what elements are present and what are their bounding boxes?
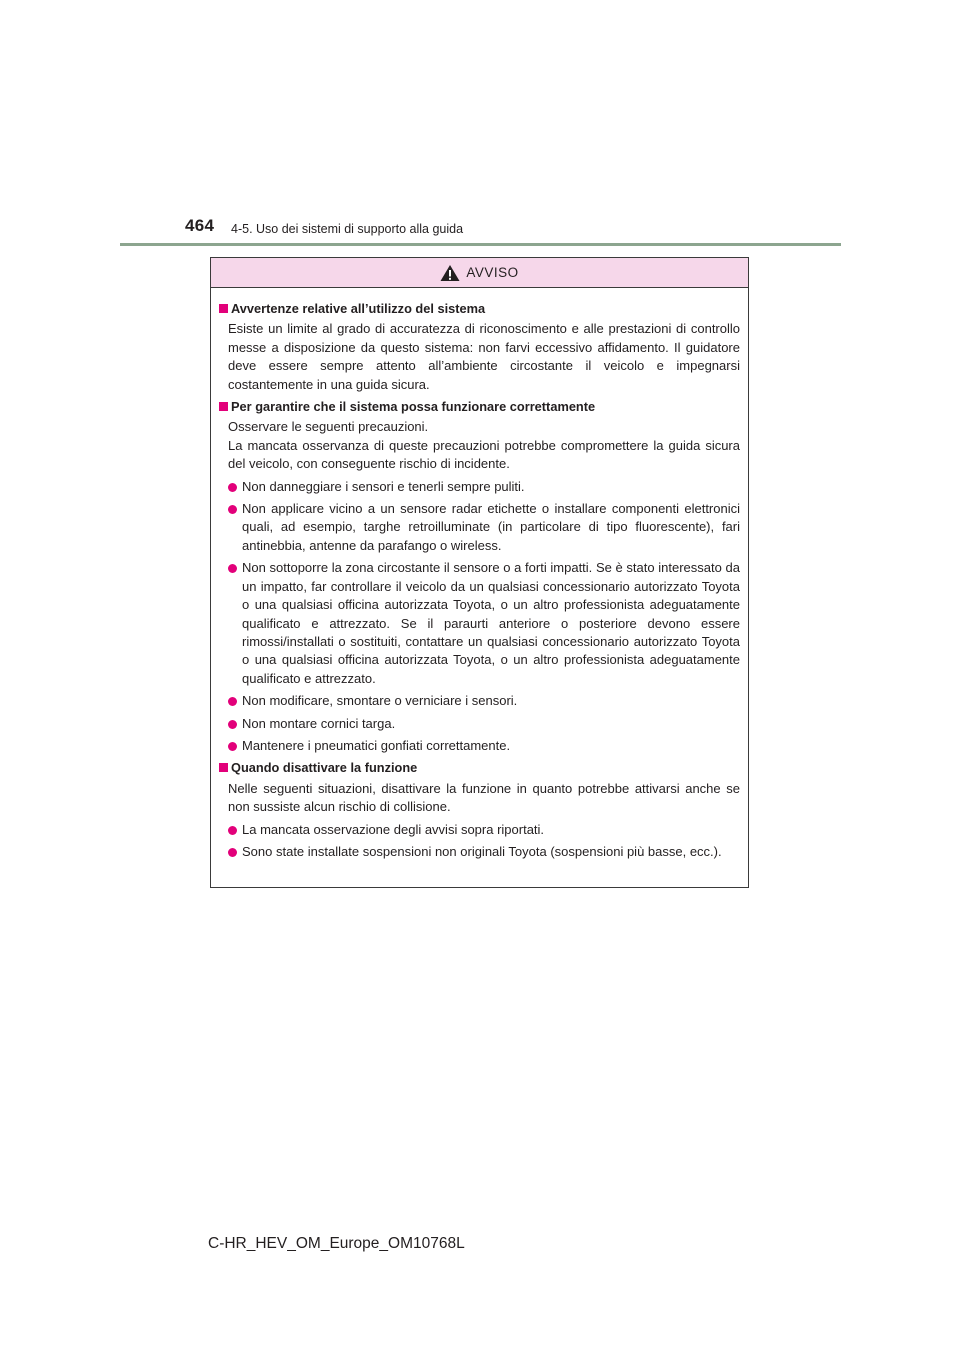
list-item-text: La mancata osservazione degli avvisi sopra riportati. — [242, 821, 545, 837]
section-heading — [219, 398, 740, 416]
list-item-text: Non danneggiare i sensori e tenerli sempre puliti. — [242, 478, 525, 494]
circle-bullet-icon — [228, 742, 237, 751]
circle-bullet-icon — [228, 697, 237, 706]
list-item-text: Mantenere i pneumatici gonfiati correttamente. — [242, 737, 511, 753]
document-code: C-HR_HEV_OM_Europe_OM10768L — [208, 1235, 465, 1252]
warning-title: AVVISO — [466, 265, 519, 280]
circle-bullet-icon — [228, 564, 237, 573]
section-paragraph: Esiste un limite al grado di accuratezza di riconoscimento e alle prestazioni di controllo messe a disposizione da questo sistema: non farvi eccessivo affidamento. Il guidatore deve essere sempre attento all’ambiente circostante il veicolo e impegnarsi costantemente in una guida sicura. — [228, 321, 740, 392]
section-heading-text: Avvertenze relative all’utilizzo del sistema — [231, 301, 486, 316]
section-heading-text: Quando disattivare la funzione — [231, 760, 418, 776]
warning-box — [210, 257, 749, 888]
header-divider — [120, 243, 841, 246]
list-item — [219, 737, 740, 755]
page-number: 464 — [185, 216, 215, 235]
warning-section — [219, 300, 740, 394]
section-heading-text: Per garantire che il sistema possa funzionare correttamente — [231, 399, 596, 415]
list-item — [219, 715, 740, 733]
circle-bullet-icon — [228, 720, 237, 729]
square-bullet-icon — [219, 763, 228, 772]
list-item — [219, 478, 740, 496]
list-item — [219, 843, 740, 861]
warning-section — [219, 398, 740, 755]
section-heading — [219, 300, 740, 318]
list-item-text: Non applicare vicino a un sensore radar etichette o installare componenti elettronici quali, ad esempio, targhe retroilluminate (in particolare di tipo fluorescente), fari antinebbia, antenne da parafango o wireless. — [242, 501, 740, 553]
list-item — [219, 692, 740, 710]
section-heading — [219, 759, 740, 777]
circle-bullet-icon — [228, 505, 237, 514]
section-paragraph: Osservare le seguenti precauzioni. — [228, 419, 429, 435]
square-bullet-icon — [219, 402, 228, 411]
section-title: 4-5. Uso dei sistemi di supporto alla guida — [231, 222, 464, 236]
warning-body — [211, 288, 748, 861]
list-item — [219, 821, 740, 839]
circle-bullet-icon — [228, 483, 237, 492]
list-item-text: Non montare cornici targa. — [242, 715, 396, 731]
section-paragraph: La mancata osservanza di queste precauzioni potrebbe compromettere la guida sicura del veicolo, con conseguente rischio di incidente. — [228, 437, 740, 472]
square-bullet-icon — [219, 304, 228, 313]
list-item — [219, 559, 740, 688]
warning-section — [219, 759, 740, 861]
section-paragraph: Nelle seguenti situazioni, disattivare la funzione in quanto potrebbe attivarsi anche se non sussiste alcun rischio di collisione. — [228, 780, 740, 815]
list-item-text: Non sottoporre la zona circostante il sensore o a forti impatti. Se è stato interessato da un impatto, far controllare il veicolo da un qualsiasi concessionario autorizzato Toyota o una qualsiasi officina autorizzata Toyota, o un altro professionista adeguatamente qualificato e attrezzato. Se il paraurti anteriore o posteriore devono essere rimossi/installati o sostituiti, contattare un qualsiasi concessionario autorizzato Toyota o una qualsiasi officina autorizzata Toyota, o un altro professionista adeguatamente qualificato e attrezzato. — [242, 560, 740, 686]
circle-bullet-icon — [228, 848, 237, 857]
list-item-text: Sono state installate sospensioni non originali Toyota (sospensioni più basse, ecc.). — [242, 843, 722, 859]
warning-triangle-icon — [440, 264, 460, 282]
warning-header — [211, 258, 748, 288]
circle-bullet-icon — [228, 826, 237, 835]
list-item — [219, 500, 740, 555]
list-item-text: Non modificare, smontare o verniciare i sensori. — [242, 693, 518, 709]
